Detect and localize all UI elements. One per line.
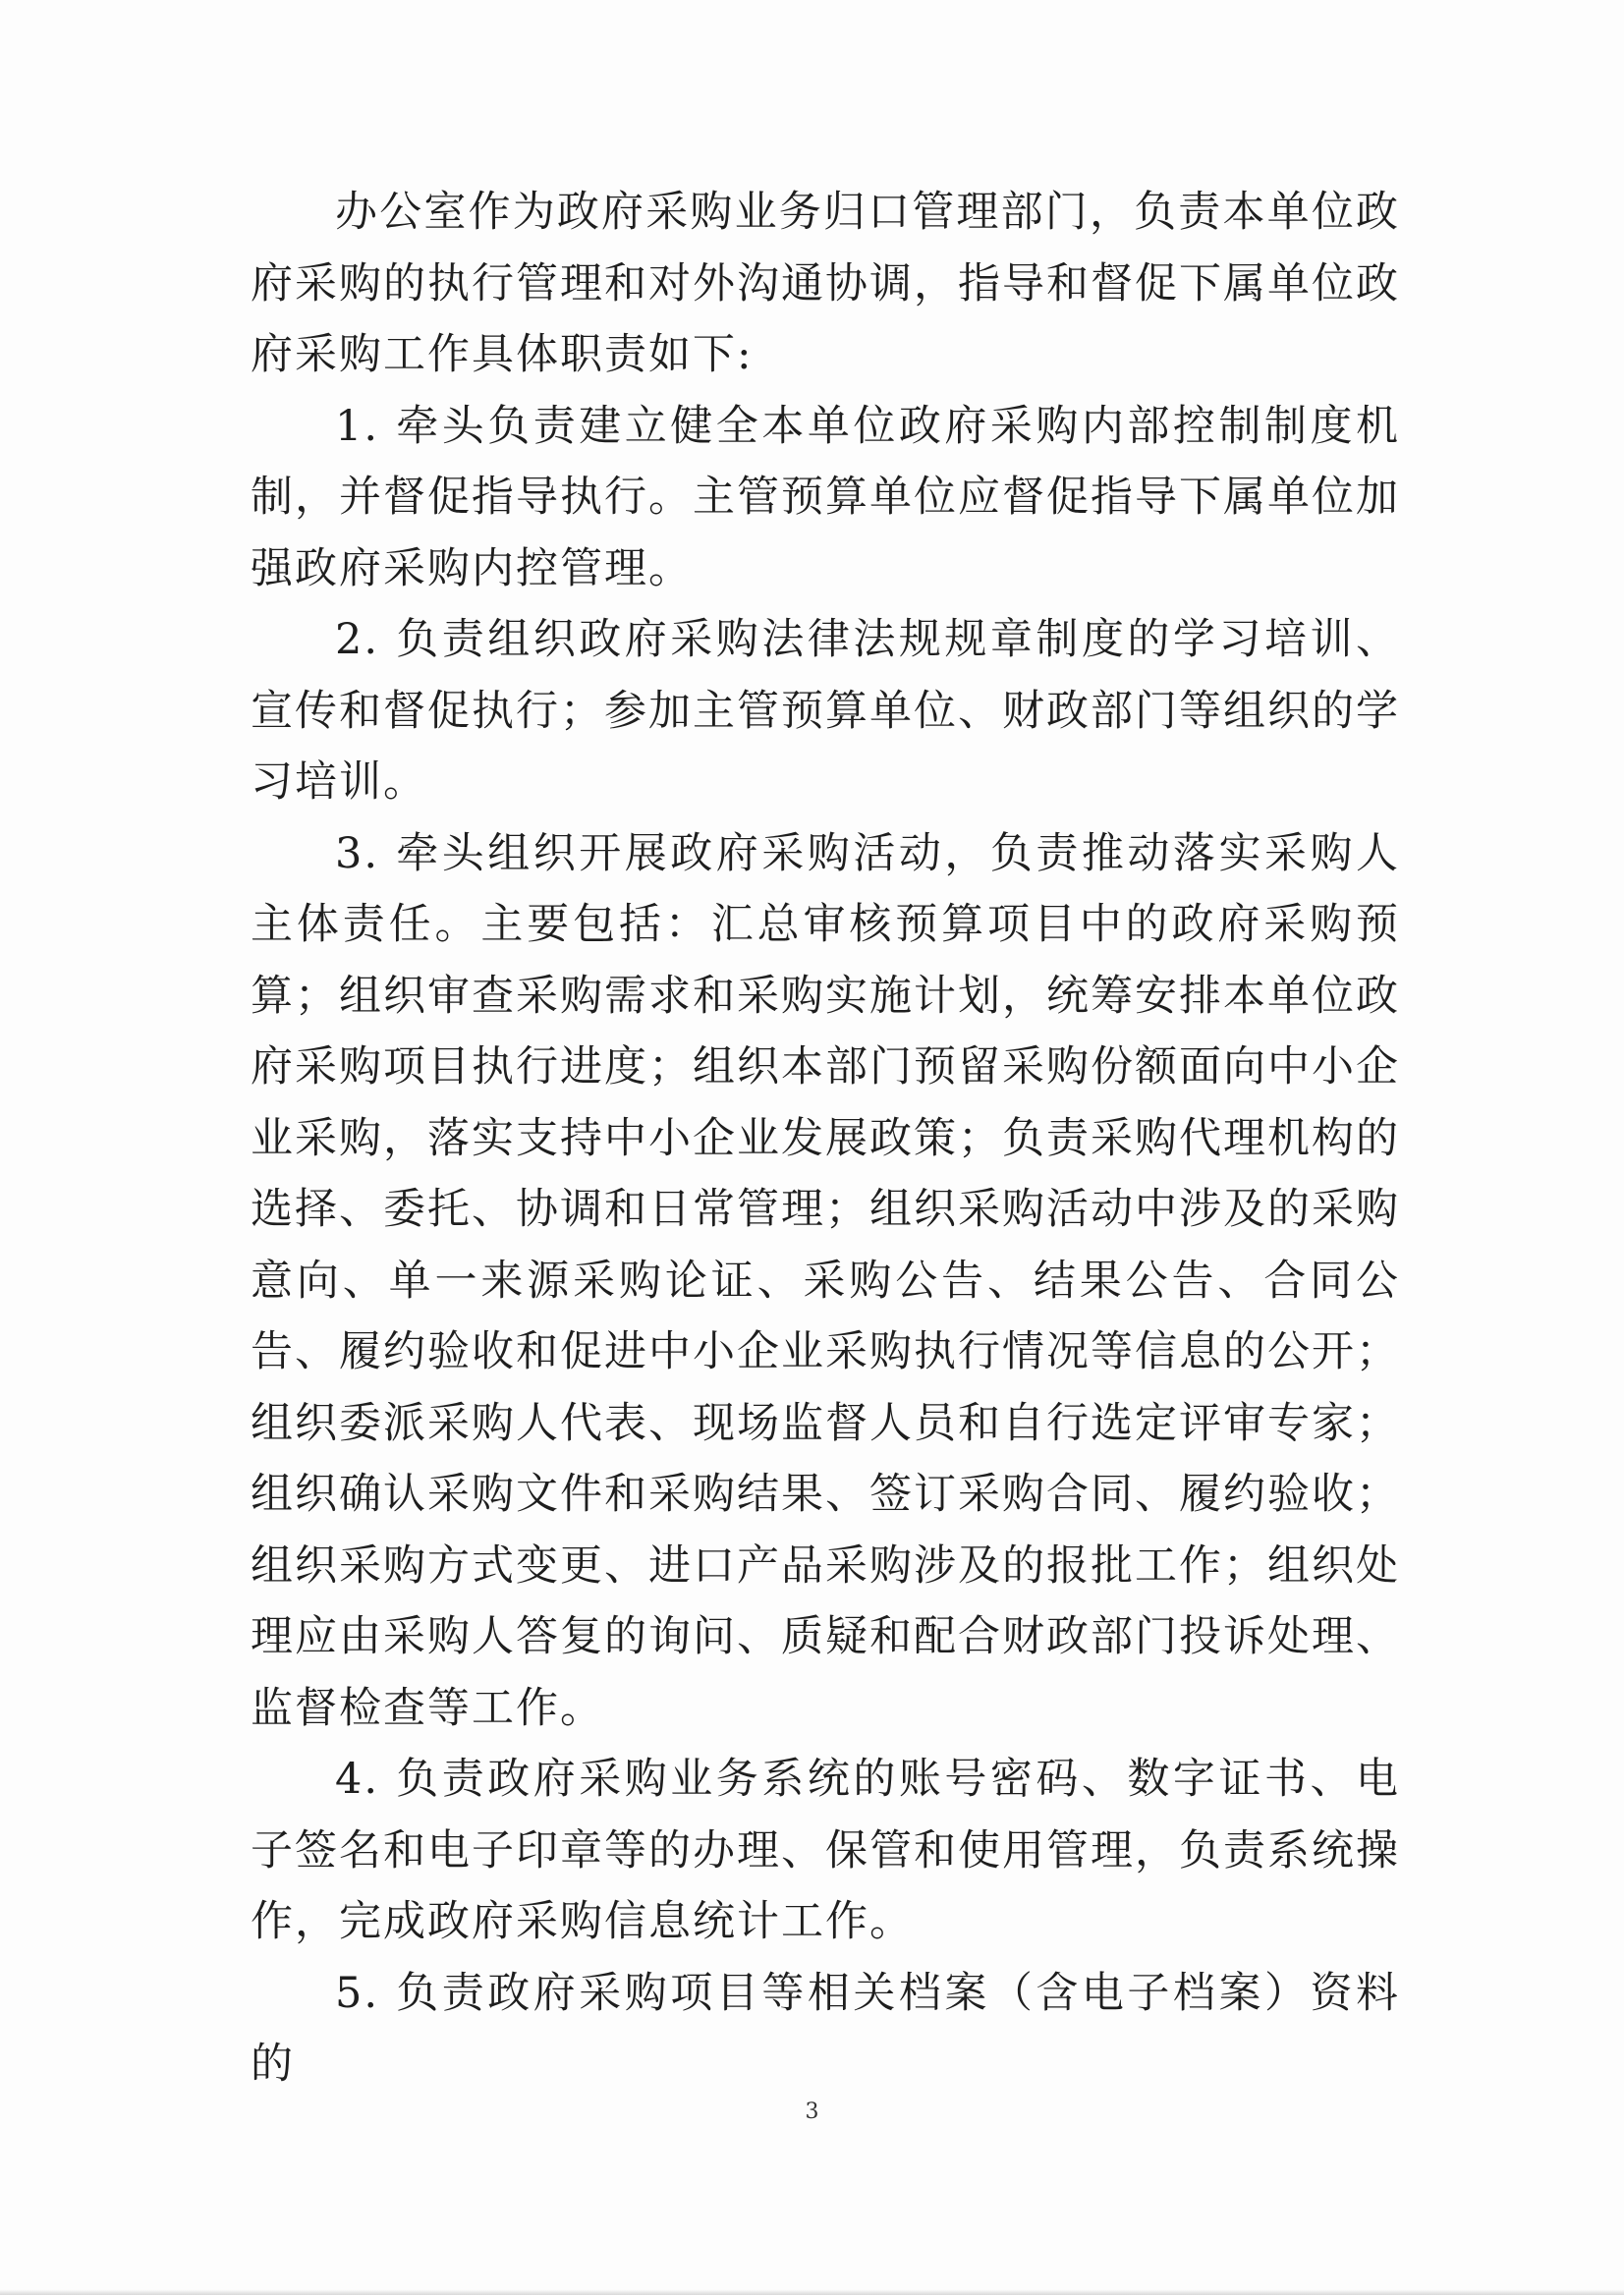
duty-item-5: 5. 负责政府采购项目等相关档案（含电子档案）资料的 <box>251 1968 1400 2089</box>
body-text <box>251 177 1400 2100</box>
intro-paragraph: 办公室作为政府采购业务归口管理部门，负责本单位政府采购的执行管理和对外沟通协调，指导和督促下属单位政府采购工作具体职责如下: <box>251 188 1400 379</box>
duty-item-1: 1. 牵头负责建立健全本单位政府采购内部控制制度机制，并督促指导执行。主管预算单位应督促指导下属单位加强政府采购内控管理。 <box>251 401 1400 593</box>
duty-item-3: 3. 牵头组织开展政府采购活动，负责推动落实采购人主体责任。主要包括：汇总审核预算项目中的政府采购预算；组织审查采购需求和采购实施计划，统筹安排本单位政府采购项目执行进度；组织本部门预留采购份额面向中小企业采购，落实支持中小企业发展政策；负责采购代理机构的选择、委托、协调和日常管理；组织采购活动中涉及的采购意向、单一来源采购论证、采购公告、结果公告、合同公告、履约验收和促进中小企业采购执行情况等信息的公开；组织委派采购人代表、现场监督人员和自行选定评审专家；组织确认采购文件和采购结果、签订采购合同、履约验收；组织采购方式变更、进口产品采购涉及的报批工作；组织处理应由采购人答复的询问、质疑和配合财政部门投诉处理、监督检查等工作。 <box>251 828 1400 1733</box>
duty-item-2: 2. 负责组织政府采购法律法规规章制度的学习培训、宣传和督促执行；参加主管预算单位、财政部门等组织的学习培训。 <box>251 615 1400 807</box>
duty-item-4: 4. 负责政府采购业务系统的账号密码、数字证书、电子签名和电子印章等的办理、保管和使用管理，负责系统操作，完成政府采购信息统计工作。 <box>251 1755 1400 1946</box>
scan-bottom-edge <box>0 2289 1624 2295</box>
page-number: 3 <box>805 2099 819 2124</box>
